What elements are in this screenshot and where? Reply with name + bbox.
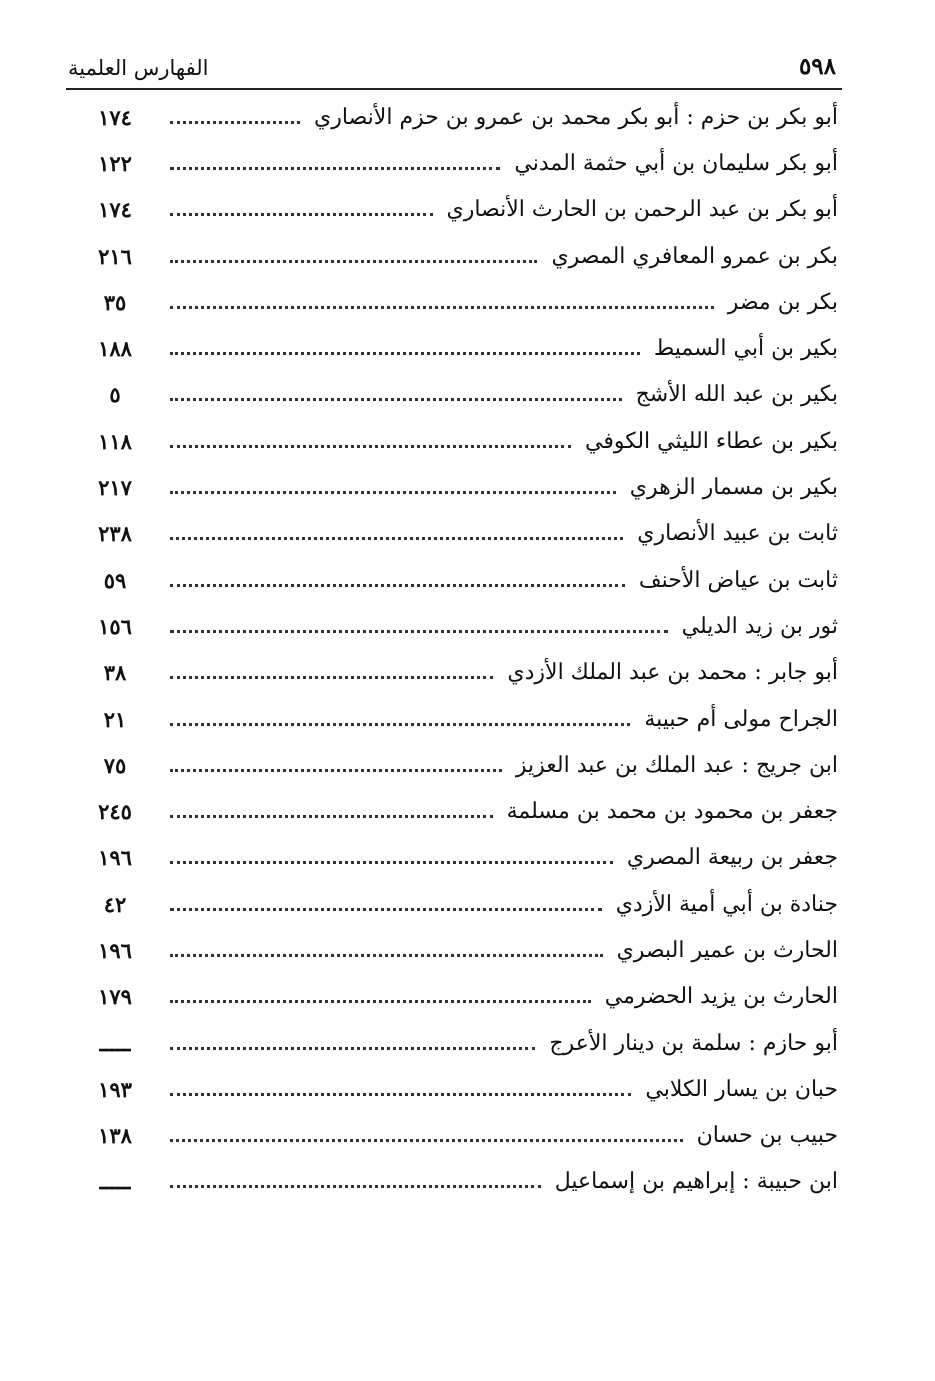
index-row [90, 881, 838, 927]
entry-name: الحارث بن يزيد الحضرمي [604, 984, 838, 1010]
entry-name: الجراح مولى أم حبيبة [644, 706, 838, 732]
index-row [90, 511, 838, 557]
entry-name: بكير بن مسمار الزهري [629, 475, 838, 501]
entry-name: أبو بكر بن حزم : أبو بكر محمد بن عمرو بن حزم الأنصاري [314, 104, 838, 130]
page-reference: ١١٨ [98, 428, 132, 454]
index-row [90, 1159, 838, 1205]
index-row [90, 788, 838, 834]
index-list [90, 94, 838, 1205]
index-row [90, 927, 838, 973]
dot-leader [170, 630, 668, 633]
entry-name: بكير بن عبد الله الأشج [635, 382, 838, 408]
index-row [90, 696, 838, 742]
page-reference: ١٩٦ [98, 937, 132, 963]
dot-leader [170, 1185, 541, 1188]
dot-leader [170, 537, 623, 540]
dot-leader [170, 815, 493, 818]
entry-name: ثور بن زيد الديلي [681, 613, 838, 639]
index-row [90, 187, 838, 233]
page-reference: ٢١ [103, 706, 127, 732]
index-row [90, 464, 838, 510]
dot-leader [170, 213, 433, 216]
index-row [90, 1020, 838, 1066]
page-reference: ١٧٤ [98, 104, 132, 130]
dot-leader [170, 398, 622, 401]
entry-name: حبان بن يسار الكلابي [645, 1076, 838, 1102]
index-row [90, 418, 838, 464]
page-reference: ٣٨ [103, 660, 127, 686]
index-row [90, 1113, 838, 1159]
page-reference: ٢١٧ [98, 475, 132, 501]
index-row [90, 94, 838, 140]
entry-name: ثابت بن عياض الأحنف [638, 567, 838, 593]
entry-name: بكر بن مضر [727, 289, 838, 315]
page-reference: ٧٥ [103, 752, 127, 778]
entry-name: بكير بن عطاء الليثي الكوفي [584, 428, 838, 454]
dot-leader [170, 306, 714, 309]
page-reference: ٢٤٥ [98, 799, 132, 825]
entry-name: ابن حبيبة : إبراهيم بن إسماعيل [554, 1169, 838, 1195]
index-row [90, 650, 838, 696]
entry-name: أبو بكر سليمان بن أبي حثمة المدني [514, 150, 838, 176]
entry-name: الحارث بن عمير البصري [616, 937, 838, 963]
page-reference: ١٥٦ [98, 613, 132, 639]
page-reference: ـــــ [99, 1030, 131, 1056]
page-reference: ١٧٩ [98, 984, 132, 1010]
index-row [90, 742, 838, 788]
dot-leader [170, 1139, 683, 1142]
entry-name: جنادة بن أبي أمية الأزدي [615, 891, 838, 917]
page-reference: ١٧٤ [98, 197, 132, 223]
index-row [90, 603, 838, 649]
page-reference: ـــــ [99, 1169, 131, 1195]
page-reference: ١٩٦ [98, 845, 132, 871]
page-reference: ٤٢ [103, 891, 127, 917]
page-reference: ١٢٢ [98, 150, 132, 176]
dot-leader [170, 584, 625, 587]
index-row [90, 325, 838, 371]
page-reference: ٣٥ [103, 289, 127, 315]
entry-name: أبو بكر بن عبد الرحمن بن الحارث الأنصاري [446, 197, 838, 223]
page-header [66, 40, 842, 80]
page-reference: ١٣٨ [98, 1123, 132, 1149]
page-reference: ٢٣٨ [98, 521, 132, 547]
index-row [90, 372, 838, 418]
index-row [90, 557, 838, 603]
dot-leader [170, 1093, 631, 1096]
index-row [90, 233, 838, 279]
dot-leader [170, 1000, 591, 1003]
entry-name: حبيب بن حسان [696, 1123, 838, 1149]
header-rule [66, 88, 842, 90]
page-number: ٥٩٨ [798, 53, 836, 80]
dot-leader [170, 908, 602, 911]
page-reference: ٢١٦ [98, 243, 132, 269]
dot-leader [170, 445, 571, 448]
dot-leader [170, 167, 500, 170]
dot-leader [170, 769, 502, 772]
dot-leader [170, 861, 613, 864]
page-reference: ١٩٣ [98, 1076, 132, 1102]
entry-name: بكر بن عمرو المعافري المصري [551, 243, 838, 269]
page-reference: ٥٩ [103, 567, 127, 593]
index-row [90, 974, 838, 1020]
index-row [90, 835, 838, 881]
entry-name: ابن جريج : عبد الملك بن عبد العزيز [515, 752, 838, 778]
dot-leader [170, 676, 493, 679]
page-reference: ١٨٨ [98, 336, 132, 362]
dot-leader [170, 1047, 535, 1050]
entry-name: بكير بن أبي السميط [653, 336, 838, 362]
dot-leader [170, 352, 640, 355]
dot-leader [170, 954, 603, 957]
dot-leader [170, 723, 630, 726]
page-reference: ٥ [109, 382, 121, 408]
index-row [90, 279, 838, 325]
entry-name: أبو حازم : سلمة بن دينار الأعرج [549, 1030, 838, 1056]
index-row [90, 140, 838, 186]
entry-name: أبو جابر : محمد بن عبد الملك الأزدي [507, 660, 838, 686]
index-row [90, 1066, 838, 1112]
running-title: الفهارس العلمية [68, 56, 209, 80]
entry-name: جعفر بن ربيعة المصري [626, 845, 838, 871]
entry-name: ثابت بن عبيد الأنصاري [637, 521, 838, 547]
entry-name: جعفر بن محمود بن محمد بن مسلمة [506, 799, 838, 825]
dot-leader [170, 260, 537, 263]
dot-leader [170, 491, 616, 494]
dot-leader [170, 121, 300, 124]
